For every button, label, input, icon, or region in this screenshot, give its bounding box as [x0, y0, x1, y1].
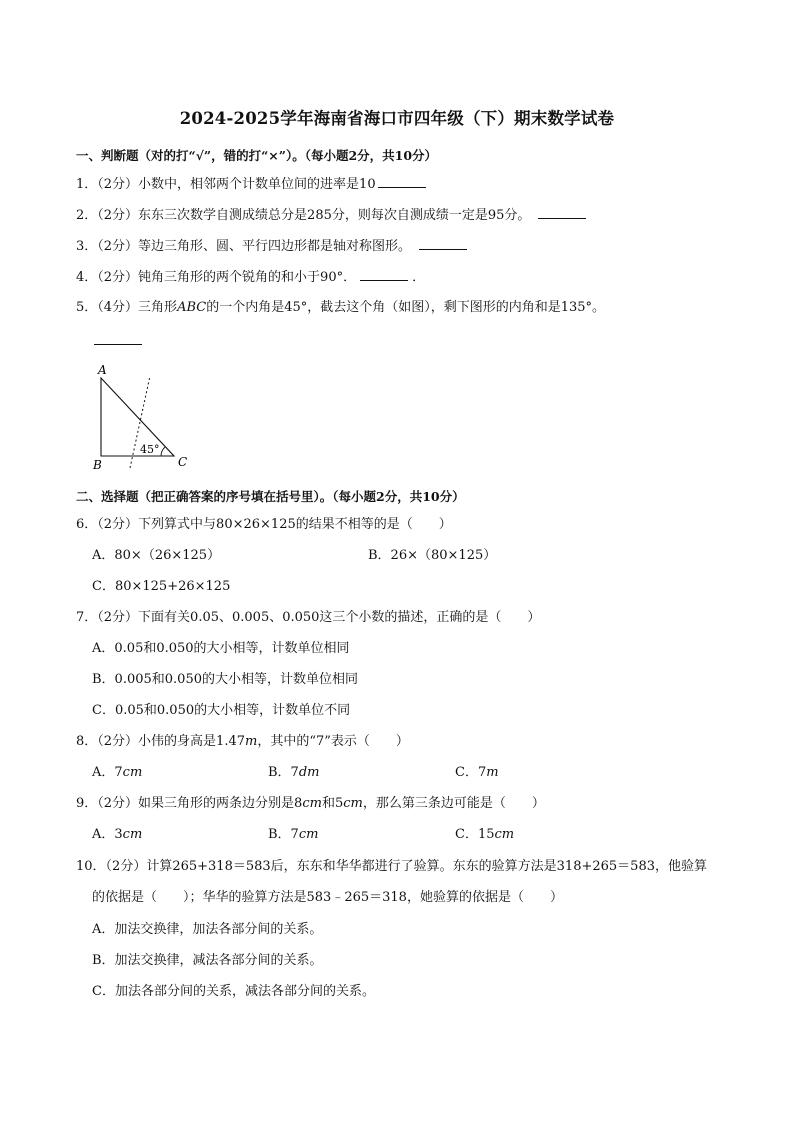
- question-text: （2分）计算265+318＝583后，东东和华华都进行了验算。东东的验算方法是318+265＝583，他验算: [105, 859, 707, 874]
- question-text: （2分）等边三角形、圆、平行四边形都是轴对称图形。: [97, 239, 412, 254]
- question-8: [76, 733, 409, 751]
- unit: cm: [122, 827, 143, 842]
- option-c[interactable]: [455, 826, 514, 844]
- question-number: 3．: [76, 239, 98, 254]
- option-text: A．3: [92, 827, 123, 842]
- option-c[interactable]: C．80×125+26×125: [92, 579, 231, 594]
- question-1: [76, 175, 426, 194]
- option-c[interactable]: C．0.05和0.050的大小相等，计数单位不同: [92, 703, 351, 718]
- unit: cm: [494, 827, 515, 842]
- option-b[interactable]: B．0.005和0.050的大小相等，计数单位相同: [92, 672, 358, 687]
- question-7: [76, 609, 540, 627]
- unit: m: [245, 734, 258, 749]
- option-b[interactable]: B．26×（80×125）: [368, 548, 497, 563]
- question-number: 2．: [76, 208, 98, 223]
- angle-label: 45°: [140, 443, 160, 456]
- question-6: [76, 516, 452, 534]
- question-number: 6．: [76, 517, 98, 532]
- option-c[interactable]: C．加法各部分间的关系，减法各部分间的关系。: [92, 984, 375, 999]
- triangle-figure: [88, 358, 198, 474]
- option-c[interactable]: [455, 764, 499, 782]
- question-number: 5．: [76, 300, 98, 315]
- question-number: 7．: [76, 610, 98, 625]
- question-9: [76, 795, 545, 813]
- question-text: 的一个内角是45°，截去这个角（如图），剩下图形的内角和是135°。: [206, 300, 606, 315]
- question-2: [76, 206, 586, 225]
- question-text: （4分）三角形: [97, 300, 178, 315]
- unit: cm: [122, 765, 143, 780]
- option-text: B．7: [268, 827, 299, 842]
- option-text: A．7: [92, 765, 123, 780]
- option-text: C．15: [455, 827, 495, 842]
- answer-blank[interactable]: [538, 206, 586, 219]
- question-number: 10．: [76, 859, 106, 874]
- option-a[interactable]: A．0.05和0.050的大小相等，计数单位相同: [92, 641, 350, 656]
- option-text: C．7: [455, 765, 487, 780]
- question-number: 9．: [76, 796, 98, 811]
- question-text: （2分）下面有关0.05、0.005、0.050这三个小数的描述，正确的是（ ）: [97, 610, 541, 625]
- option-b[interactable]: [268, 826, 318, 844]
- question-text: ，那么第三条边可能是（ ）: [362, 796, 545, 811]
- question-text: 和5: [321, 796, 344, 811]
- label-b: B: [93, 458, 102, 472]
- question-text: （2分）小数中，相邻两个计数单位间的进率是10: [97, 177, 376, 192]
- answer-blank[interactable]: [94, 344, 142, 345]
- question-number: 4．: [76, 270, 98, 285]
- unit: cm: [302, 796, 322, 811]
- question-10: [76, 858, 707, 876]
- label-a: A: [98, 363, 107, 377]
- question-3: [76, 237, 467, 256]
- unit: cm: [343, 796, 363, 811]
- answer-blank[interactable]: [419, 237, 467, 250]
- question-text: ，其中的“7”表示（ ）: [257, 734, 409, 749]
- page-title: 2024-2025学年海南省海口市四年级（下）期末数学试卷: [179, 109, 615, 128]
- question-10-continued: 的依据是（ ）；华华的验算方法是583﹣265＝318，她验算的依据是（ ）: [92, 890, 563, 905]
- question-4: [76, 268, 425, 287]
- unit: dm: [298, 765, 320, 780]
- option-b[interactable]: B．加法交换律，减法各部分间的关系。: [92, 953, 323, 968]
- question-text: （2分）如果三角形的两条边分别是8: [97, 796, 303, 811]
- triangle-name: ABC: [177, 300, 207, 315]
- section-2-heading: 二、选择题（把正确答案的序号填在括号里）。（每小题2分，共10分）: [76, 489, 465, 504]
- unit: m: [486, 765, 499, 780]
- option-a[interactable]: [92, 764, 142, 782]
- section-1-heading: 一、判断题（对的打“√”，错的打“×”）。（每小题2分，共10分）: [76, 148, 438, 163]
- question-5: [76, 299, 605, 317]
- label-c: C: [178, 455, 188, 469]
- question-text: （2分）东东三次数学自测成绩总分是285分，则每次自测成绩一定是95分。: [97, 208, 531, 223]
- question-text: （2分）钝角三角形的两个锐角的和小于90°．: [97, 270, 357, 285]
- question-number: 1．: [76, 177, 98, 192]
- option-text: B．7: [268, 765, 299, 780]
- question-tail: ．: [412, 270, 426, 285]
- answer-blank[interactable]: [360, 268, 408, 281]
- option-b[interactable]: [268, 764, 319, 782]
- question-number: 8．: [76, 734, 98, 749]
- question-text: （2分）下列算式中与80×26×125的结果不相等的是（ ）: [97, 517, 452, 532]
- option-a[interactable]: [92, 826, 142, 844]
- option-a[interactable]: A．加法交换律，加法各部分间的关系。: [92, 922, 323, 937]
- option-a[interactable]: A．80×（26×125）: [92, 548, 221, 563]
- unit: cm: [298, 827, 319, 842]
- question-text: （2分）小伟的身高是1.47: [97, 734, 245, 749]
- answer-blank[interactable]: [378, 175, 426, 188]
